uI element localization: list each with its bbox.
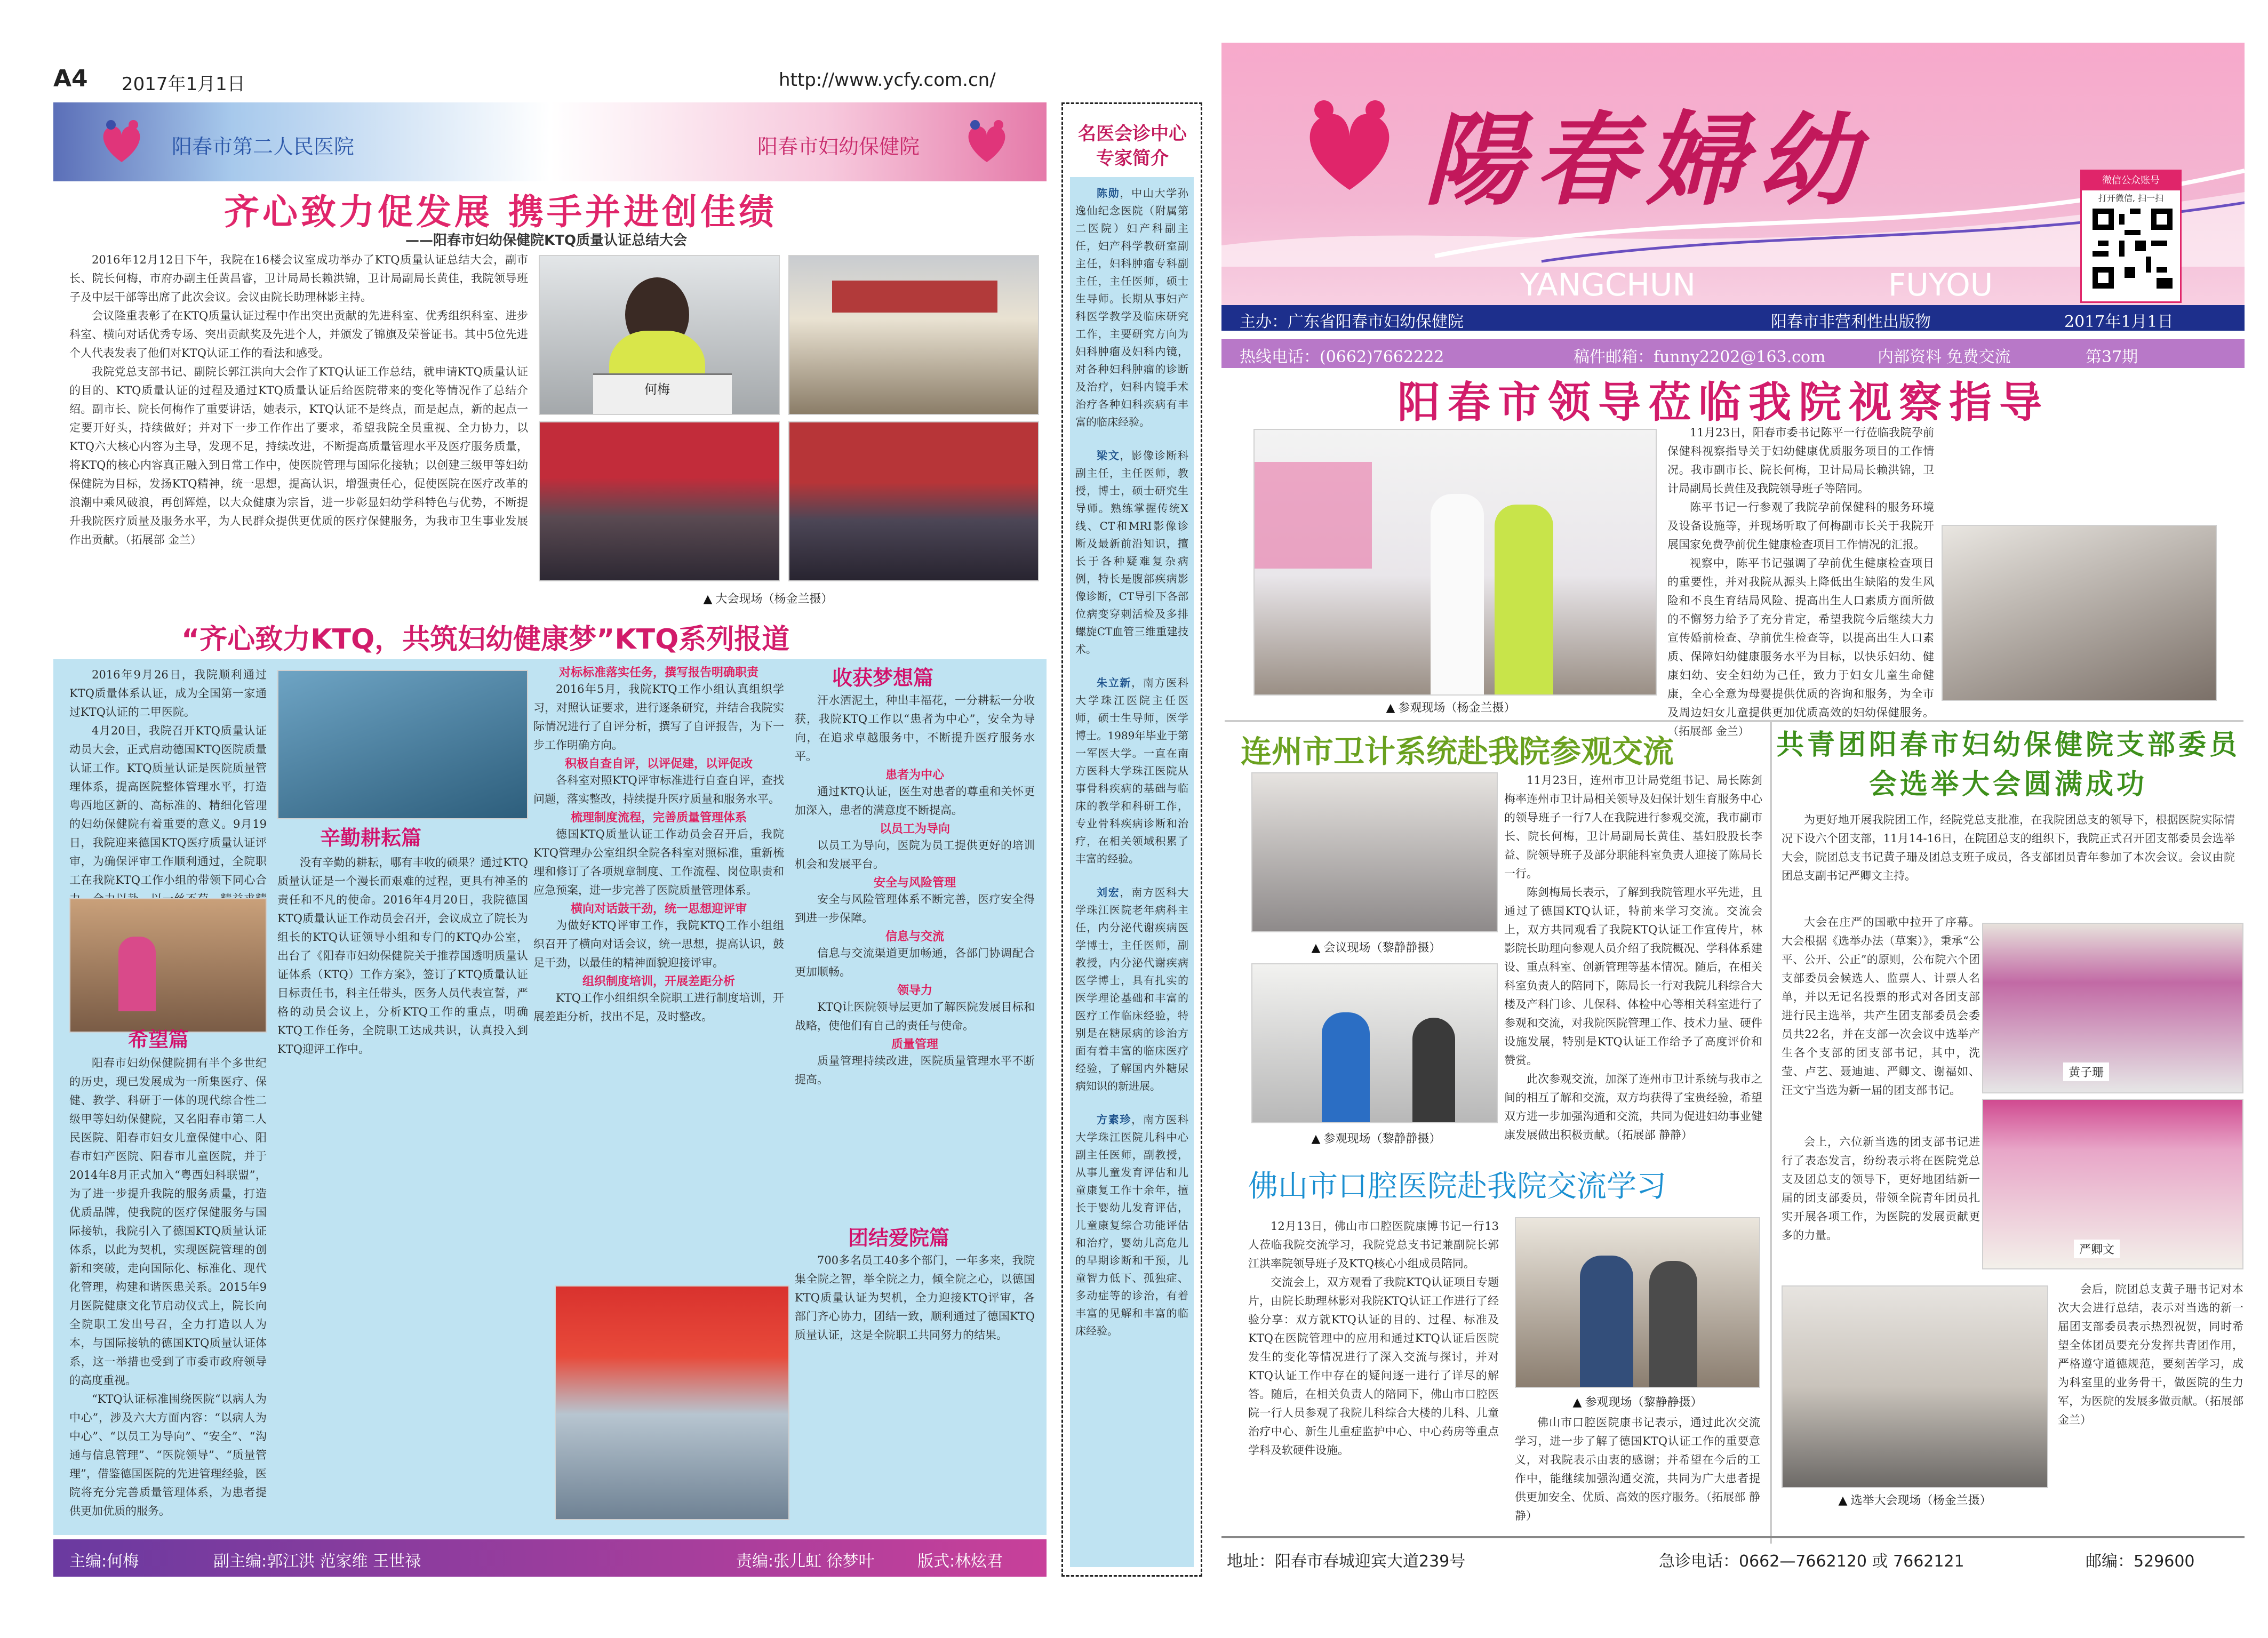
paragraph: “KTQ认证标准围绕医院“以病人为中心”，涉及六大方面内容：“以病人为中心”、“以员工为导向”、“安全”、“沟通与信息管理”、“医院领导”、“质量管理”，借鉴德国医院的先进管理经验，医院将充分完善质量管理体系，为患者提供更加优质的服务。 [69,1393,267,1517]
column-divider [1770,722,1772,1544]
subsection-heading: 领导力 [897,984,932,997]
left-banner [53,102,1047,181]
internal-note: 内部资料 免费交流 [1878,348,2011,366]
paragraph: 陈剑梅局长表示，了解到我院管理水平先进，且通过了德国KTQ认证，特前来学习交流。交流会上，双方共同观看了我院KTQ认证工作宣传片，林影院长助理向参观人员介绍了我院概况、学科体系建设、重点科室、创新管理等基本情况。随后，在相关科室负责人的陪同下，陈局长一行对我院儿科综合大楼及产科门诊、儿保科、体检中心等相关科室进行了参观和交流，对我院医院管理工作、技术力量、硬件设施发展，特别是KTQ认证工作给予了高度评价和赞赏。 [1504,886,1762,1067]
expert-bio: 南方医科大学珠江医院主任医师，硕士生导师，医学博士。1989年毕业于第一军医大学。一直在南方医科大学珠江医院从事骨科疾病的基础与临床的教学和科研工作，专业骨科疾病诊断和治疗，在相关领域积累了丰富的经验。 [1075,676,1189,865]
submission-email[interactable]: 稿件邮箱：funny2202@163.com [1574,348,1826,366]
paragraph: KTQ工作小组组织全院职工进行制度培训，开展差距分析，找出不足，及时整改。 [533,992,784,1023]
election-photo-1 [1982,923,2243,1093]
paragraph: 陈平书记一行参观了我院孕前保健科的服务环境及设备设施等，并现场听取了何梅副市长关于我院开展国家免费孕前优生健康检查项目工作情况的汇报。 [1667,501,1934,551]
name-tag: 何梅 [644,382,670,397]
section-xiwang-title: 希望篇 [128,1027,189,1051]
subsection-heading: 梳理制度流程，完善质量管理体系 [570,811,747,825]
banner-hospital-left: 阳春市第二人民医院 [172,135,355,158]
website-url[interactable]: http://www.ycfy.com.cn/ [779,69,996,91]
paragraph: 会上，六位新当选的团支部书记进行了表态发言，纷纷表示将在医院党总支及团总支的领导下，更好地团结新一届的团支部委员，带领全院青年团员扎实开展各项工作，为医院的发展贡献更多的力量。 [1782,1136,1980,1242]
section-shouhuo-title: 收获梦想篇 [832,666,934,690]
paragraph: 11月23日，连州市卫计局党组书记、局长陈剑梅率连州市卫计局相关领导及妇保计划生育服务中心的领导班子一行7人在我院进行参观交流，我市副市长、院长何梅，卫计局副局长黄佳、基妇股股长李益、院领导班子及部分职能科室负责人迎接了陈局长一行。 [1504,774,1762,880]
expert-list: 陈勋，中山大学孙逸仙纪念医院（附属第二医院）妇产科副主任，妇产科学教研室副主任，妇科肿瘤专科副主任，主任医师，硕士生导师。长期从事妇产科医学教学及临床研究工作，主要研究方向为妇科肿瘤及妇科内镜，对各种妇科肿瘤的诊断及治疗，妇科内镜手术治疗各种妇科疾病有丰富的临床经验。 梁文，影像诊断科副主任，主任医师，教授，博士，硕士研究生导师。熟练掌握传统X线、CT和MRI影像诊断及最新前沿知识，擅长于各种疑难复杂病例，特长是腹部疾病影像诊断，CT导引下各部位病变穿刺活检及多排螺旋CT血管三维重建技术。 朱立新，南方医科大学珠江医院主任医师，硕士生导师，医学博士。1989年毕业于第一军医大学。一直在南方医科大学珠江医院从事骨科疾病的基础与临床的教学和科研工作，专业骨科疾病诊断和治疗，在相关领域积累了丰富的经验。 刘宏，南方医科大学珠江医院老年病科主任，内分泌代谢疾病医学博士，主任医师，副教授，内分泌代谢疾病医学博士，具有扎实的医学理论基础和丰富的医疗工作临床经验，特别是在糖尿病的诊治方面有着丰富的临床医疗经验，了解国内外糖尿病知识的新进展。 方素珍，南方医科大学珠江医院儿科中心副主任医师，副教授，从事儿童发育评估和儿童康复工作十余年，擅长于婴幼儿发育评估，儿童康复综合功能评估和治疗，婴幼儿高危儿的早期诊断和干预，儿童智力低下、孤独症、多动症等的诊治，有着丰富的见解和丰富的临床经验。 [1070,177,1194,1567]
paragraph: 以员工为导向，医院为员工提供更好的培训机会和发展平台。 [795,839,1035,870]
subsection-heading: 安全与风险管理 [873,876,956,890]
publisher-bar [1221,305,2245,331]
responsible-editors: 责编:张儿虹 徐梦叶 [736,1552,875,1571]
expert-name: 梁文 [1097,449,1120,462]
paragraph: 2016年5月，我院KTQ工作小组认真组织学习，对照认证要求，进行逐条研究，并结合我院实际情况进行了自评分析，撰写了自评报告，为下一步工作明确方向。 [533,683,784,752]
subsection-heading: 信息与交流 [885,930,944,944]
paragraph: 700多名员工40多个部门，一年多来，我院集全院之智，举全院之力，倾全院之心，以德国KTQ质量认证为契机，全力迎接KTQ评审，各部门齐心协力，团结一致，顺利通过了德国KTQ质量认证，这是全院职工共同努力的结果。 [795,1254,1035,1341]
chief-editor: 主编:何梅 [69,1552,139,1571]
paragraph: 11月23日，阳春市委书记陈平一行莅临我院孕前保健科视察指导关于妇幼健康优质服务项目的工作情况。我市副市长、院长何梅，卫计局局长赖洪锦，卫计局副局长黄佳及我院领导班子等陪同。 [1667,426,1934,495]
h4-title: 共青团阳春市妇幼保健院支部委员会选举大会圆满成功 [1776,729,2241,801]
contact-bar [1221,339,2245,368]
hotline[interactable]: 热线电话：(0662)7662222 [1240,348,1444,366]
expert-bio: 南方医科大学珠江医院老年病科主任，内分泌代谢疾病医学博士，主任医师，副教授，内分泌代谢疾病医学博士，具有扎实的医学理论基础和丰富的医疗工作临床经验，特别是在糖尿病的诊治方面有着丰富的临床医疗经验，了解国内外糖尿病知识的新进展。 [1075,886,1189,1092]
banner-hospital-right: 阳春市妇幼保健院 [757,135,920,158]
photo-caption [1269,1130,1483,1146]
issue-number: 第37期 [2086,348,2138,366]
section-divider [1225,720,2243,722]
photo-caption [1344,699,1558,715]
paragraph: 此次参观交流，加深了连州市卫计系统与我市之间的相互了解和交流，双方均获得了宝贵经验，希望双方进一步加强沟通和交流，共同为促进妇幼事业健康发展做出积极贡献。（拓展部 静静） [1504,1073,1762,1141]
h1-article [1667,424,1934,741]
heart-logo-icon [95,115,148,169]
masthead [1221,43,2245,331]
series-title: “齐心致力KTQ，共筑妇幼健康梦”KTQ系列报道 [181,624,790,656]
nonprofit-label: 阳春市非营利性出版物 [1771,313,1931,331]
name-tag: 黄子珊 [2063,1062,2109,1081]
expert-name: 方素珍 [1097,1113,1132,1126]
group-banner-photo [555,1285,789,1520]
subsection-heading: 质量管理 [891,1038,938,1051]
paragraph: 信息与交流渠道更加畅通，各部门协调配合更加顺畅。 [795,947,1035,978]
triangle-icon: ▲ [1311,1132,1321,1146]
heart-logo-icon [960,115,1013,169]
leader-visit-photo-2 [1942,525,2217,701]
qr-code-icon [2093,209,2173,289]
section-xinqin [277,853,528,1059]
paragraph: 2016年9月26日，我院顺利通过KTQ质量体系认证，成为全国第一家通过KTQ认证的二甲医院。 [69,668,267,718]
dental-visit-photo [1515,1217,1760,1388]
expert-bio: 中山大学孙逸仙纪念医院（附属第二医院）妇产科副主任，妇产科学教研室副主任，妇科肿瘤专科副主任，主任医师，硕士生导师。长期从事妇产科医学教学及临床研究工作，主要研究方向为妇科肿瘤及妇科内镜，对各种妇科肿瘤的诊断及治疗，妇科内镜手术治疗各种妇科疾病有丰富的临床经验。 [1075,187,1189,428]
masthead-en-1: YANGCHUN [1520,267,1696,303]
paragraph: 我院党总支部书记、副院长郭江洪向大会作了KTQ认证工作总结，就申请KTQ质量认证的目的、KTQ质量认证的过程及通过KTQ质量认证后给医院带来的变化等情况作了总结介绍。副市长、院长何梅作了重要讲话，她表示，KTQ认证不是终点，而是起点，新的起点一定要开好头，持续做好；并对下一步工作作出了要求，希望我院全员重视、全力协力，以KTQ六大核心内容为主导，发现不足，持续改进，不断提高质量管理水平及医疗服务质量，将KTQ的核心内容真正融入到日常工作中，使医院管理与国际化接轨；以创建三级甲等妇幼保健院为目标，发扬KTQ精神，统一思想，提高认识，增强责任心，促使医院在医疗改革的浪潮中乘风破浪，再创辉煌，以大众健康为宗旨，进一步彰显妇幼学科特色与优势，不断提升我院医疗质量及服务水平，为人民群众提供更优质的医疗保健服务，为我市卫生事业发展作出贡献。（拓展部 金兰） [69,365,528,546]
triangle-icon: ▲ [703,593,713,606]
h4-article-left [1782,913,1980,1100]
qr-instruction: 打开微信, 扫一扫 [2098,193,2164,203]
triangle-icon: ▲ [1311,941,1321,955]
election-photo-2 [1982,1099,2243,1269]
wechat-qr-box[interactable] [2080,170,2182,303]
caption-text: 参观现场（杨金兰摄） [1398,701,1516,715]
caption-text: 大会现场（杨金兰摄） [715,593,833,606]
caption-text: 参观现场（黎静静摄） [1585,1396,1703,1409]
section-xinqin-title: 辛勤耕耘篇 [320,826,422,850]
caption-text: 参观现场（黎静静摄） [1323,1132,1441,1146]
issue-date: 2017年1月1日 [122,74,245,95]
group-photo-2 [788,421,1039,581]
paragraph: 会议隆重表彰了在KTQ质量认证过程中作出突出贡献的先进科室、优秀组织科室、进步科室、横向对话优秀专场、突出贡献奖及先进个人，并颁发了锦旗及荣誉证书。其中5位先进个人代表发表了他们对KTQ认证工作的看法和感受。 [69,309,528,359]
expert-name: 刘宏 [1097,886,1120,899]
election-hall-photo [1782,1285,2048,1488]
paragraph: 没有辛勤的耕耘，哪有丰收的硕果？通过KTQ质量认证是一个漫长而艰难的过程，更具有神圣的责任和不凡的使命。2016年4月20日，我院德国KTQ质量认证工作动员会召开，会议成立了院长为组长的KTQ认证领导小组和专门的KTQ办公室，出台了《阳春市妇幼保健院关于推荐国透明质量认证体系（KTQ）工作方案》，签订了KTQ质量认证目标责任书，科主任带头，医务人员代表宣誓，严格的动员会议上，分析KTQ工作的重点，明确KTQ工作任务，全院职工达成共识，认真投入到KTQ迎评工作中。 [277,856,528,1056]
h4-article-intro [1782,811,2235,885]
h4-article-mid [1782,1133,1980,1245]
subsection-heading: 以员工为导向 [879,822,950,836]
h3-article [1248,1217,1499,1460]
ktq-summary-article [69,251,528,549]
subsection-heading: 组织制度培训，开展差距分析 [582,975,735,988]
triangle-icon: ▲ [1572,1396,1582,1409]
paragraph: 大会在庄严的国歌中拉开了序幕。大会根据《选举办法（草案）》，秉承“公平、公开、公正”的原则，公布院六个团支部委员会候选人、监票人、计票人名单，并以无记名投票的形式对各团支部进行民主选举，共产生团支部委员会委员共22名，并在支部一次会议中选举产生各个支部的团支部书记，其中，洗莹、卢艺、聂迪迪、严卿文、谢福如、汪文宁当选为新一届的团支部书记。 [1782,916,1980,1097]
emergency-phone[interactable]: 急诊电话：0662—7662120 或 7662121 [1659,1552,1964,1571]
section-xiwang [69,1054,267,1521]
h2-article [1504,771,1762,1145]
address: 地址：阳春市春城迎宾大道239号 [1227,1552,1466,1571]
series-title-bar [53,617,1047,655]
paragraph: 会后，院团总支黄子珊书记对本次大会进行总结，表示对当选的新一届团支部委员表示热烈祝贺，同时希望全体团员要充分发挥共青团作用，严格遵守道德规范，要刻苦学习，成为科室里的业务骨干，做医院的生力军，为医院的发展多做贡献。（拓展部 金兰） [2058,1283,2243,1426]
photo-caption [1526,1393,1750,1410]
host-org: 主办：广东省阳春市妇幼保健院 [1240,313,1464,331]
ceremony-photo [69,898,267,1033]
triangle-icon: ▲ [1838,1494,1848,1507]
section-tuanjie [795,1251,1035,1345]
right-footer [1221,1543,2245,1575]
paragraph: 安全与风险管理体系不断完善，医疗安全得到进一步保障。 [795,893,1035,924]
paragraph: 为更好地开展我院团工作，经院党总支批准，在我院团总支的领导下，根据医院实际情况下设六个团支部，11月14-16日，在院团总支的组织下，我院正式召开团支部委员会选举大会，院团总支书记黄子珊及团总支班子成员，各支部团员青年参加了本次会议。会议由院团总支副书记严卿文主持。 [1782,813,2235,882]
subsection-heading: 积极自查自评，以评促建，以评促改 [564,757,753,771]
h4-title-block [1776,725,2240,804]
h2-title: 连州市卫计系统赴我院参观交流 [1241,733,1674,770]
page-number: A4 [53,65,88,92]
masthead-title: 陽春婦幼 [1424,101,1868,219]
footer-divider [1221,1536,2245,1538]
caption-text: 会议现场（黎静静摄） [1323,941,1441,955]
paragraph: 德国KTQ质量认证工作动员会召开后，我院KTQ管理办公室组织全院各科室对照标准，重新梳理和修订了各项规章制度、工作流程、岗位职责和应急预案，进一步完善了医院质量管理体系。 [533,828,784,897]
masthead-en-2: FUYOU [1888,267,1993,303]
subsection-heading: 患者为中心 [885,769,944,782]
paragraph: 汗水洒泥土，种出丰福花，一分耕耘一分收获，我院KTQ工作以“患者为中心”，安全为导向，在追求卓越服务中，不断提升医疗服务水平。 [795,694,1035,763]
paragraph: 2016年12月12日下午，我院在16楼会议室成功举办了KTQ质量认证总结大会，副市长、院长何梅，市府办副主任黄昌睿，卫计局局长赖洪锦，卫计局副局长黄佳，我院领导班子及中层干部等出席了此次会议。会议由院长助理林影主持。 [69,253,528,303]
photo-caption [1269,939,1483,955]
expert-name: 朱立新 [1097,676,1132,689]
photo-caption [629,590,907,606]
h3-title: 佛山市口腔医院赴我院交流学习 [1248,1169,1666,1204]
paragraph: 通过KTQ认证，医生对患者的尊重和关怀更加深入，患者的满意度不断提高。 [795,785,1035,817]
paragraph: 质量管理持续改进，医院质量管理水平不断提高。 [795,1054,1035,1086]
postcode: 邮编：529600 [2086,1552,2195,1571]
visit-photo [1251,963,1498,1123]
series-col2 [533,664,784,1026]
subheadline: ——阳春市妇幼保健院KTQ质量认证总结大会 [405,233,687,249]
expert-bio: 南方医科大学珠江医院儿科中心副主任医师，副教授，从事儿童发育评估和儿童康复工作十余年，擅长于婴幼儿发育评估，儿童康复综合功能评估和治疗，婴幼儿高危儿的早期诊断和干预，儿童智力低下、孤独症、多动症等的诊治，有着丰富的见解和丰富的临床经验。 [1075,1113,1189,1337]
paragraph: 交流会上，双方观看了我院KTQ认证项目专题片，由院长助理林影对我院KTQ认证工作进行了经验分享：双方就KTQ认证的目的、过程、标准及KTQ在医院管理中的应用和通过KTQ认证后医院发生的变化等情况进行了深入交流与探讨，并对KTQ认证工作中存在的疑问逐一进行了详尽的解答。随后，在相关负责人的陪同下，佛山市口腔医院一行人员参观了我院儿科综合大楼的儿科、儿童治疗中心、新生儿重症监护中心、中心药房等重点学科及软硬件设施。 [1248,1276,1499,1457]
photo-caption [1792,1491,2038,1508]
meeting-hall-photo [788,255,1039,415]
paragraph: 视察中，陈平书记强调了孕前优生健康检查项目的重要性，并对我院从源头上降低出生缺陷的发生风险和不良生育结局风险、提高出生人口素质方面所做的不懈努力给予了充分肯定，希望我院今后继续大力宣传婚前检查、孕前优生检查等，以提高出生人口素质、保障妇幼健康服务水平为目标，以快乐妇幼、健康妇幼、安全妇幼为己任，致力于妇女儿童生命健康，全心全意为母婴提供优质的咨询和服务，为全市及周边妇女儿童提供更加优质高效的妇幼保健服务。（拓展部 金兰） [1667,557,1934,738]
name-tag: 严卿文 [2074,1240,2120,1258]
layout-designer: 版式:林炫君 [917,1552,1003,1571]
left-footer-bar [53,1539,1047,1577]
group-photo-1 [539,421,780,581]
h3-article-cont [1515,1413,1760,1525]
speaker-photo [539,255,780,415]
paragraph: 为做好KTQ评审工作，我院KTQ工作小组组织召开了横向对话会议，统一思想，提高认识，鼓足干劲，以最佳的精神面貌迎接评审。 [533,919,784,969]
deputy-editors: 副主编:郭江洪 范家维 王世禄 [213,1552,421,1571]
leader-visit-photo [1253,429,1657,696]
heart-logo-icon [1296,94,1403,201]
paragraph: KTQ让医院领导层更加了解医院发展目标和战略，使他们有自己的责任与使命。 [795,1001,1035,1032]
meeting-photo [1251,772,1498,932]
operating-room-photo [277,670,528,819]
paragraph: 阳春市妇幼保健院拥有半个多世纪的历史，现已发展成为一所集医疗、保健、教学、科研于一体的现代综合性二级甲等妇幼保健院，又名阳春市第二人民医院、阳春市妇女儿童保健中心、阳春市妇产医院、阳春市儿童医院，并于2014年8月正式加入“粤西妇科联盟”，为了进一步提升我院的服务质量，打造优质品牌，使我院的医疗保健服务与国际接轨，我院引入了德国KTQ质量认证体系，以此为契机，实现医院管理的创新和突破，走向国际化、标准化、现代化管理，构建和谐医患关系。2015年9月医院健康文化节启动仪式上，院长向全院职工发出号召，全力打造以人为本，与国际接轨的德国KTQ质量认证体系，这一举措也受到了市委市政府领导的高度重视。 [69,1057,267,1387]
paragraph: 12月13日，佛山市口腔医院康博书记一行13人莅临我院交流学习，我院党总支书记兼副院长郭江洪率院领导班子及KTQ核心小组成员陪同。 [1248,1220,1499,1270]
series-col3 [795,691,1035,1089]
h1-title: 阳春市领导莅临我院视察指导 [1397,377,2049,427]
triangle-icon: ▲ [1386,701,1395,715]
expert-name: 陈勋 [1097,187,1120,199]
expert-bio: 影像诊断科副主任，主任医师，教授，博士，硕士研究生导师。熟练掌握传统X线、CT和MRI影像诊断及最新前沿知识，擅长于各种疑难复杂病例，特长是腹部疾病影像诊断，CT导引下各部位病变穿刺活检及多排螺旋CT血管三维重建技术。 [1075,449,1189,656]
h4-article-right [2058,1280,2243,1429]
subsection-heading: 横向对话鼓干劲，统一思想迎评审 [570,902,747,916]
paragraph: 4月20日，我院召开KTQ质量认证动员大会，正式启动德国KTQ医院质量认证工作。KTQ质量认证是医院质量管理体系，提高医院整体管理水平，打造粤西地区新的、高标准的、精细化管理的妇幼保健院有着重要的意义。9月19日，我院迎来德国KTQ医疗质量认证评审，为确保评审工作顺利通过，全院职工在我院KTQ工作小组的带领下同心合 [69,724,267,886]
qr-label: 微信公众账号 [2082,171,2180,190]
paragraph: 佛山市口腔医院康书记表示，通过此次交流学习，进一步了解了德国KTQ认证工作的重要意义，对我院表示由衷的感谢；并希望在今后的工作中，能继续加强沟通交流，共同为广大患者提供更加安全、优质、高效的医疗服务。（拓展部 静静） [1515,1416,1760,1522]
caption-text: 选举大会现场（杨金兰摄） [1850,1494,1992,1507]
right-date: 2017年1月1日 [2064,313,2174,331]
subsection-heading: 对标标准落实任务，撰写报告明确职责 [558,666,758,680]
paragraph: 各科室对照KTQ评审标准进行自查自评，查找问题，落实整改，持续提升医疗质量和服务水平。 [533,774,784,805]
section-tuanjie-title: 团结爱院篇 [848,1226,950,1250]
headline: 齐心致力促发展 携手并进创佳绩 [224,191,777,233]
expert-column-title: 名医会诊中心专家简介 [1078,123,1187,169]
